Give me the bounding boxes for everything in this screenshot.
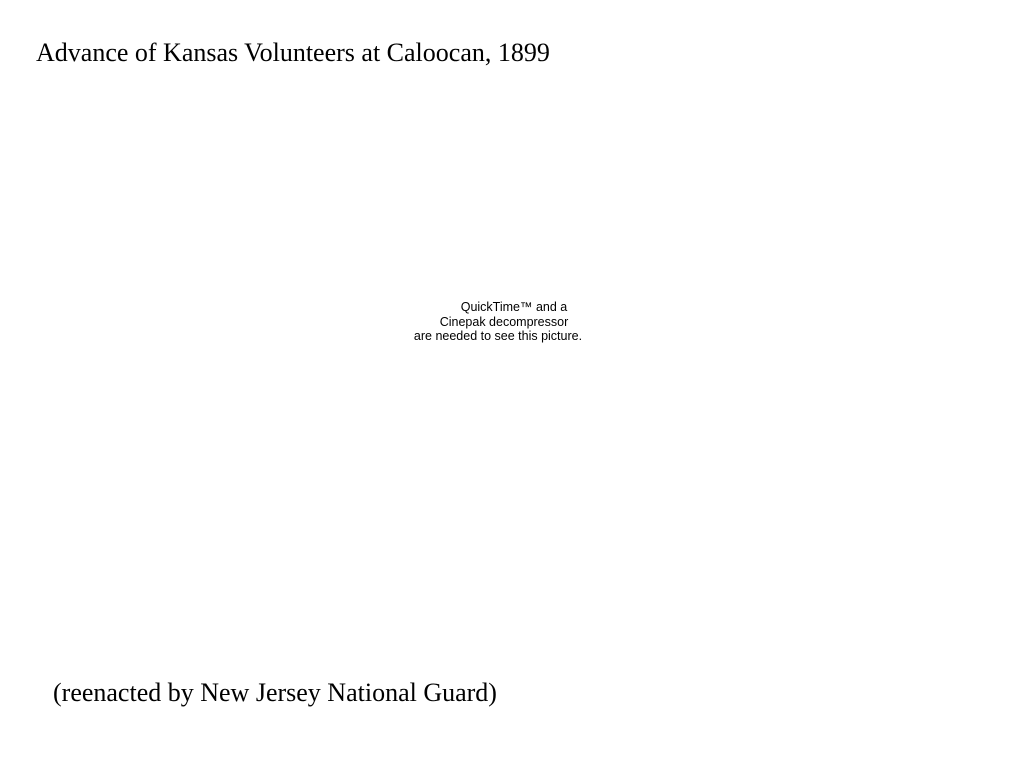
placeholder-line-2: Cinepak decompressor: [439, 314, 569, 329]
slide-caption: (reenacted by New Jersey National Guard): [53, 678, 497, 707]
placeholder-line-1: QuickTime™ and a: [460, 300, 568, 314]
placeholder-line-3: are needed to see this picture.: [413, 329, 583, 343]
quicktime-video-placeholder[interactable]: [360, 300, 640, 356]
slide-title: Advance of Kansas Volunteers at Caloocan, 1899: [36, 38, 550, 67]
